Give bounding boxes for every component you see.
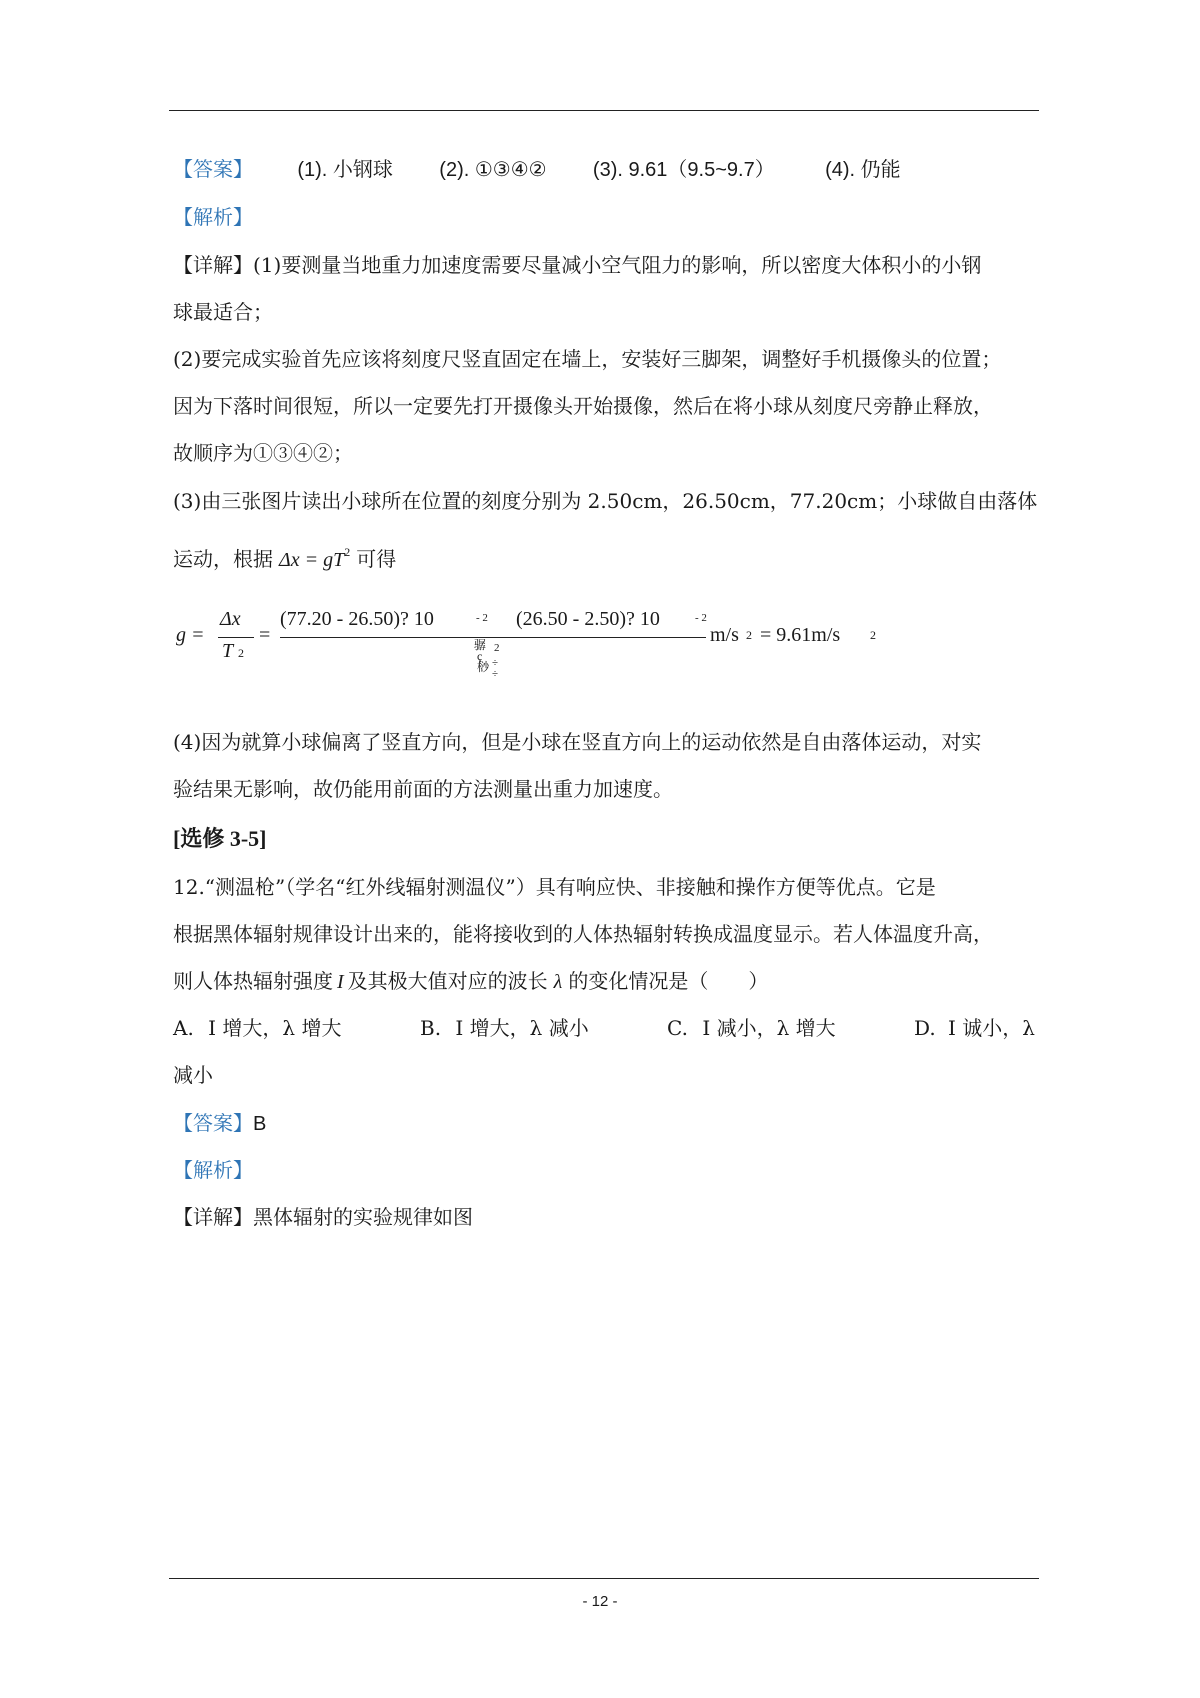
option-c [667,1013,836,1043]
q12-symbol-lambda: λ [553,971,563,993]
detail-text-7b: 可得 [356,547,397,571]
answer-item-1: (1). 小钢球 [297,159,393,181]
q12-text-3c: 的变化情况是（ ） [568,969,769,993]
detail-tag: 【详解】 [173,253,253,277]
formula-result: = 9.61m/s [760,624,841,646]
detail-line-4: 因为下落时间很短，所以一定要先打开摄像头开始摄像，然后在将小球从刻度尺旁静止释放， [173,394,993,418]
q12-answer-tag: 【答案】 [173,1111,253,1135]
section-title: [选修 3-5] [173,826,267,851]
q12-answer-line [173,1108,266,1139]
inline-formula-exponent: 2 [344,545,351,559]
option-d-continued: 减小 [173,1063,213,1087]
prev-answer-line [173,154,901,185]
q12-symbol-I: I [337,971,344,993]
q12-line-3 [173,966,768,997]
answer-item-3: (3). 9.61（9.5~9.7） [592,159,775,181]
q12-text-3a: 则人体热辐射强度 [173,969,333,993]
detail-line-3: (2)要完成实验首先应该将刻度尺竖直固定在墙上，安装好三脚架，调整好手机摄像头的位置； [173,347,1002,371]
formula-den-frac: ÷ ÷ [492,657,499,680]
option-a [173,1013,341,1043]
detail-line-7 [173,544,396,577]
answer-item-4: (4). 仍能 [825,159,901,181]
inline-formula: Δx = gT [279,549,345,571]
formula-frac-bar-1 [218,637,254,638]
option-a-letter: A. [173,1016,194,1040]
option-b-letter: B. [420,1016,442,1040]
q12-detail-text: 黑体辐射的实验规律如图 [253,1205,473,1229]
q12-line-1: 12.“测温枪”（学名“红外线辐射测温仪”）具有响应快、非接触和操作方便等优点。它是 [173,875,936,899]
q12-detail-line [173,1202,473,1232]
detail-line-9: 验结果无影响，故仍能用前面的方法测量出重力加速度。 [173,777,673,801]
answer-tag: 【答案】 [173,157,253,181]
detail-line-2: 球最适合； [173,300,273,324]
header-rule [169,110,1039,111]
option-b-text: I 增大，λ 减小 [455,1016,589,1040]
formula-unit-exp: 2 [746,628,752,642]
formula-num-1-exp: - 2 [476,612,488,624]
formula-num-1: (77.20 - 26.50)? 10 [280,608,434,630]
answer-item-2: (2). ①③④② [439,159,547,181]
footer-rule [169,1578,1039,1579]
formula-T: T [222,640,234,662]
option-d [914,1013,1035,1043]
page-number: - 12 - [582,1593,618,1610]
option-c-letter: C. [667,1016,688,1040]
option-d-text: I 诚小，λ [948,1016,1035,1040]
formula-dx: Δx [220,608,241,630]
formula-eq: = [259,624,271,646]
detail-text-7a: 运动，根据 [173,547,273,571]
detail-text-1: (1)要测量当地重力加速度需要尽量减小空气阻力的影响，所以密度大体积小的小钢 [253,253,982,277]
formula-unit: m/s [710,624,739,646]
formula-den-exp: 2 [494,642,500,654]
option-a-text: I 增大，λ 增大 [208,1016,342,1040]
detail-line-5: 故顺序为①③④②； [173,441,353,465]
detail-line-1 [173,250,981,280]
option-d-letter: D. [914,1016,936,1040]
option-b [420,1013,589,1043]
formula-T-exp: 2 [238,646,244,660]
formula-result-exp: 2 [870,628,876,642]
formula-den-glyphs: 骣 ç 桫 [474,638,490,674]
q12-text-3b: 及其极大值对应的波长 [347,969,548,993]
formula-num-2-exp: - 2 [695,612,707,624]
q12-detail-tag: 【详解】 [173,1205,253,1229]
q12-answer-value: B [253,1113,267,1135]
formula-g: g = [176,624,205,646]
gravity-formula [176,600,936,690]
option-c-text: I 减小，λ 增大 [702,1016,836,1040]
q12-analysis-tag: 【解析】 [173,1158,253,1182]
q12-line-2: 根据黑体辐射规律设计出来的，能将接收到的人体热辐射转换成温度显示。若人体温度升高， [173,922,993,946]
formula-frac-bar-2 [280,637,706,638]
detail-line-8: (4)因为就算小球偏离了竖直方向，但是小球在竖直方向上的运动依然是自由落体运动，对实 [173,730,982,754]
detail-line-6: (3)由三张图片读出小球所在位置的刻度分别为 2.50cm，26.50cm，77.20cm；小球做自由落体 [173,489,1038,513]
formula-num-2: (26.50 - 2.50)? 10 [516,608,660,630]
analysis-tag: 【解析】 [173,205,253,229]
